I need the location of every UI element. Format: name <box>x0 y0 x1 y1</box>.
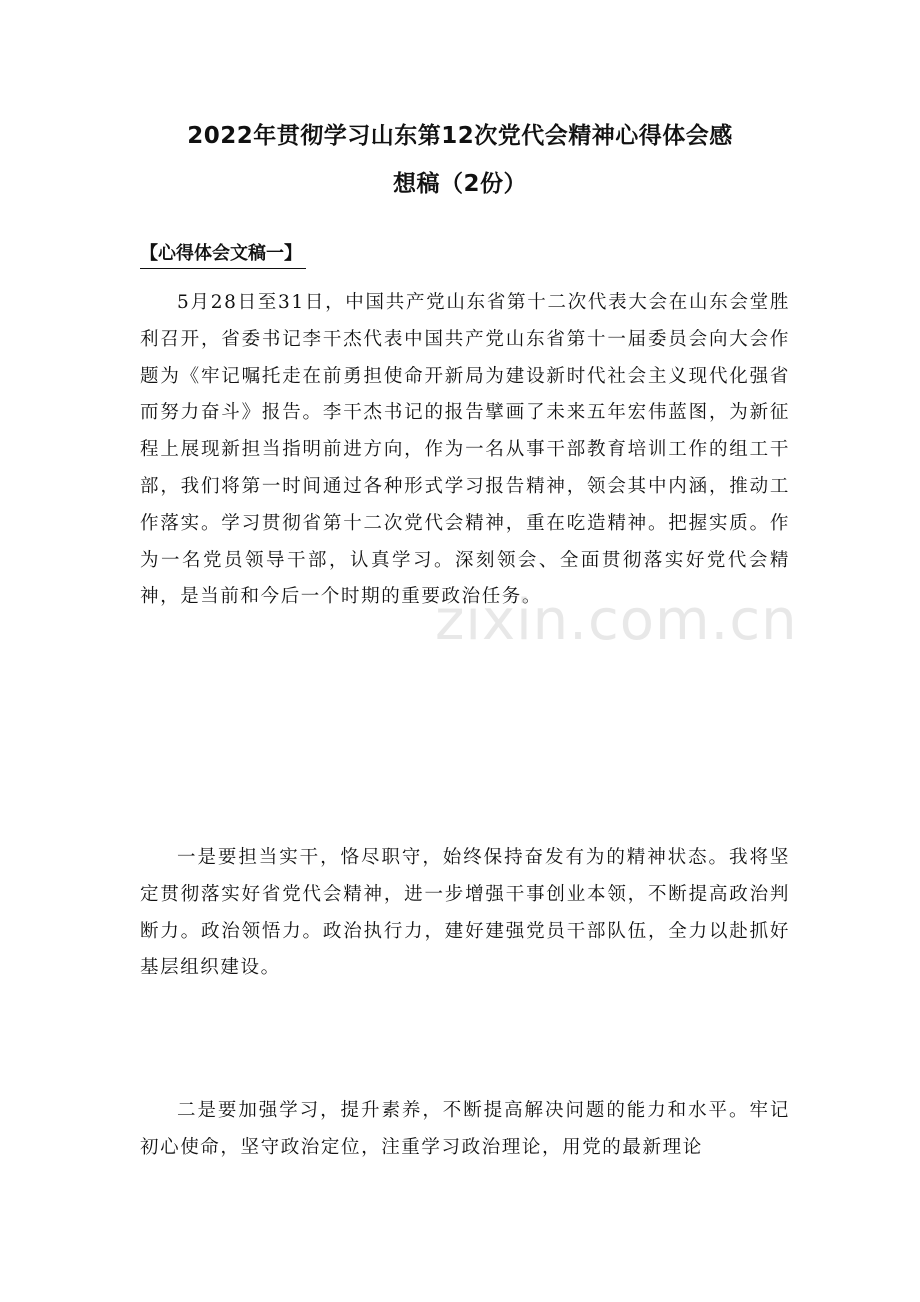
title-line-2: 想稿（2份） <box>392 171 527 197</box>
title-line-1: 2022年贯彻学习山东第12次党代会精神心得体会感 <box>187 123 733 149</box>
paragraph-2: 一是要担当实干，恪尽职守，始终保持奋发有为的精神状态。我将坚定贯彻落实好省党代会精神，进一步增强干事创业本领，不断提高政治判断力。政治领悟力。政治执行力，建好建强党员干部队伍，全力以赴抓好基层组织建设。 <box>140 847 790 979</box>
watermark: zixin.com.cn <box>435 588 798 653</box>
document-title <box>120 112 800 208</box>
section-heading: 【心得体会文稿一】 <box>140 240 306 269</box>
paragraph-3: 二是要加强学习，提升素养，不断提高解决问题的能力和水平。牢记初心使命，坚守政治定位，注重学习政治理论，用党的最新理论 <box>140 1100 790 1158</box>
paragraph-1: 5月28日至31日，中国共产党山东省第十二次代表大会在山东会堂胜利召开，省委书记李干杰代表中国共产党山东省第十一届委员会向大会作题为《牢记嘱托走在前勇担使命开新局为建设新时代社会主义现代化强省而努力奋斗》报告。李干杰书记的报告擘画了未来五年宏伟蓝图，为新征程上展现新担当指明前进方向，作为一名从事干部教育培训工作的组工干部，我们将第一时间通过各种形式学习报告精神，领会其中内涵，推动工作落实。学习贯彻省第十二次党代会精神，重在吃造精神。把握实质。作为一名党员领导干部，认真学习。深刻领会、全面贯彻落实好党代会精神，是当前和今后一个时期的重要政治任务。 <box>140 292 790 608</box>
